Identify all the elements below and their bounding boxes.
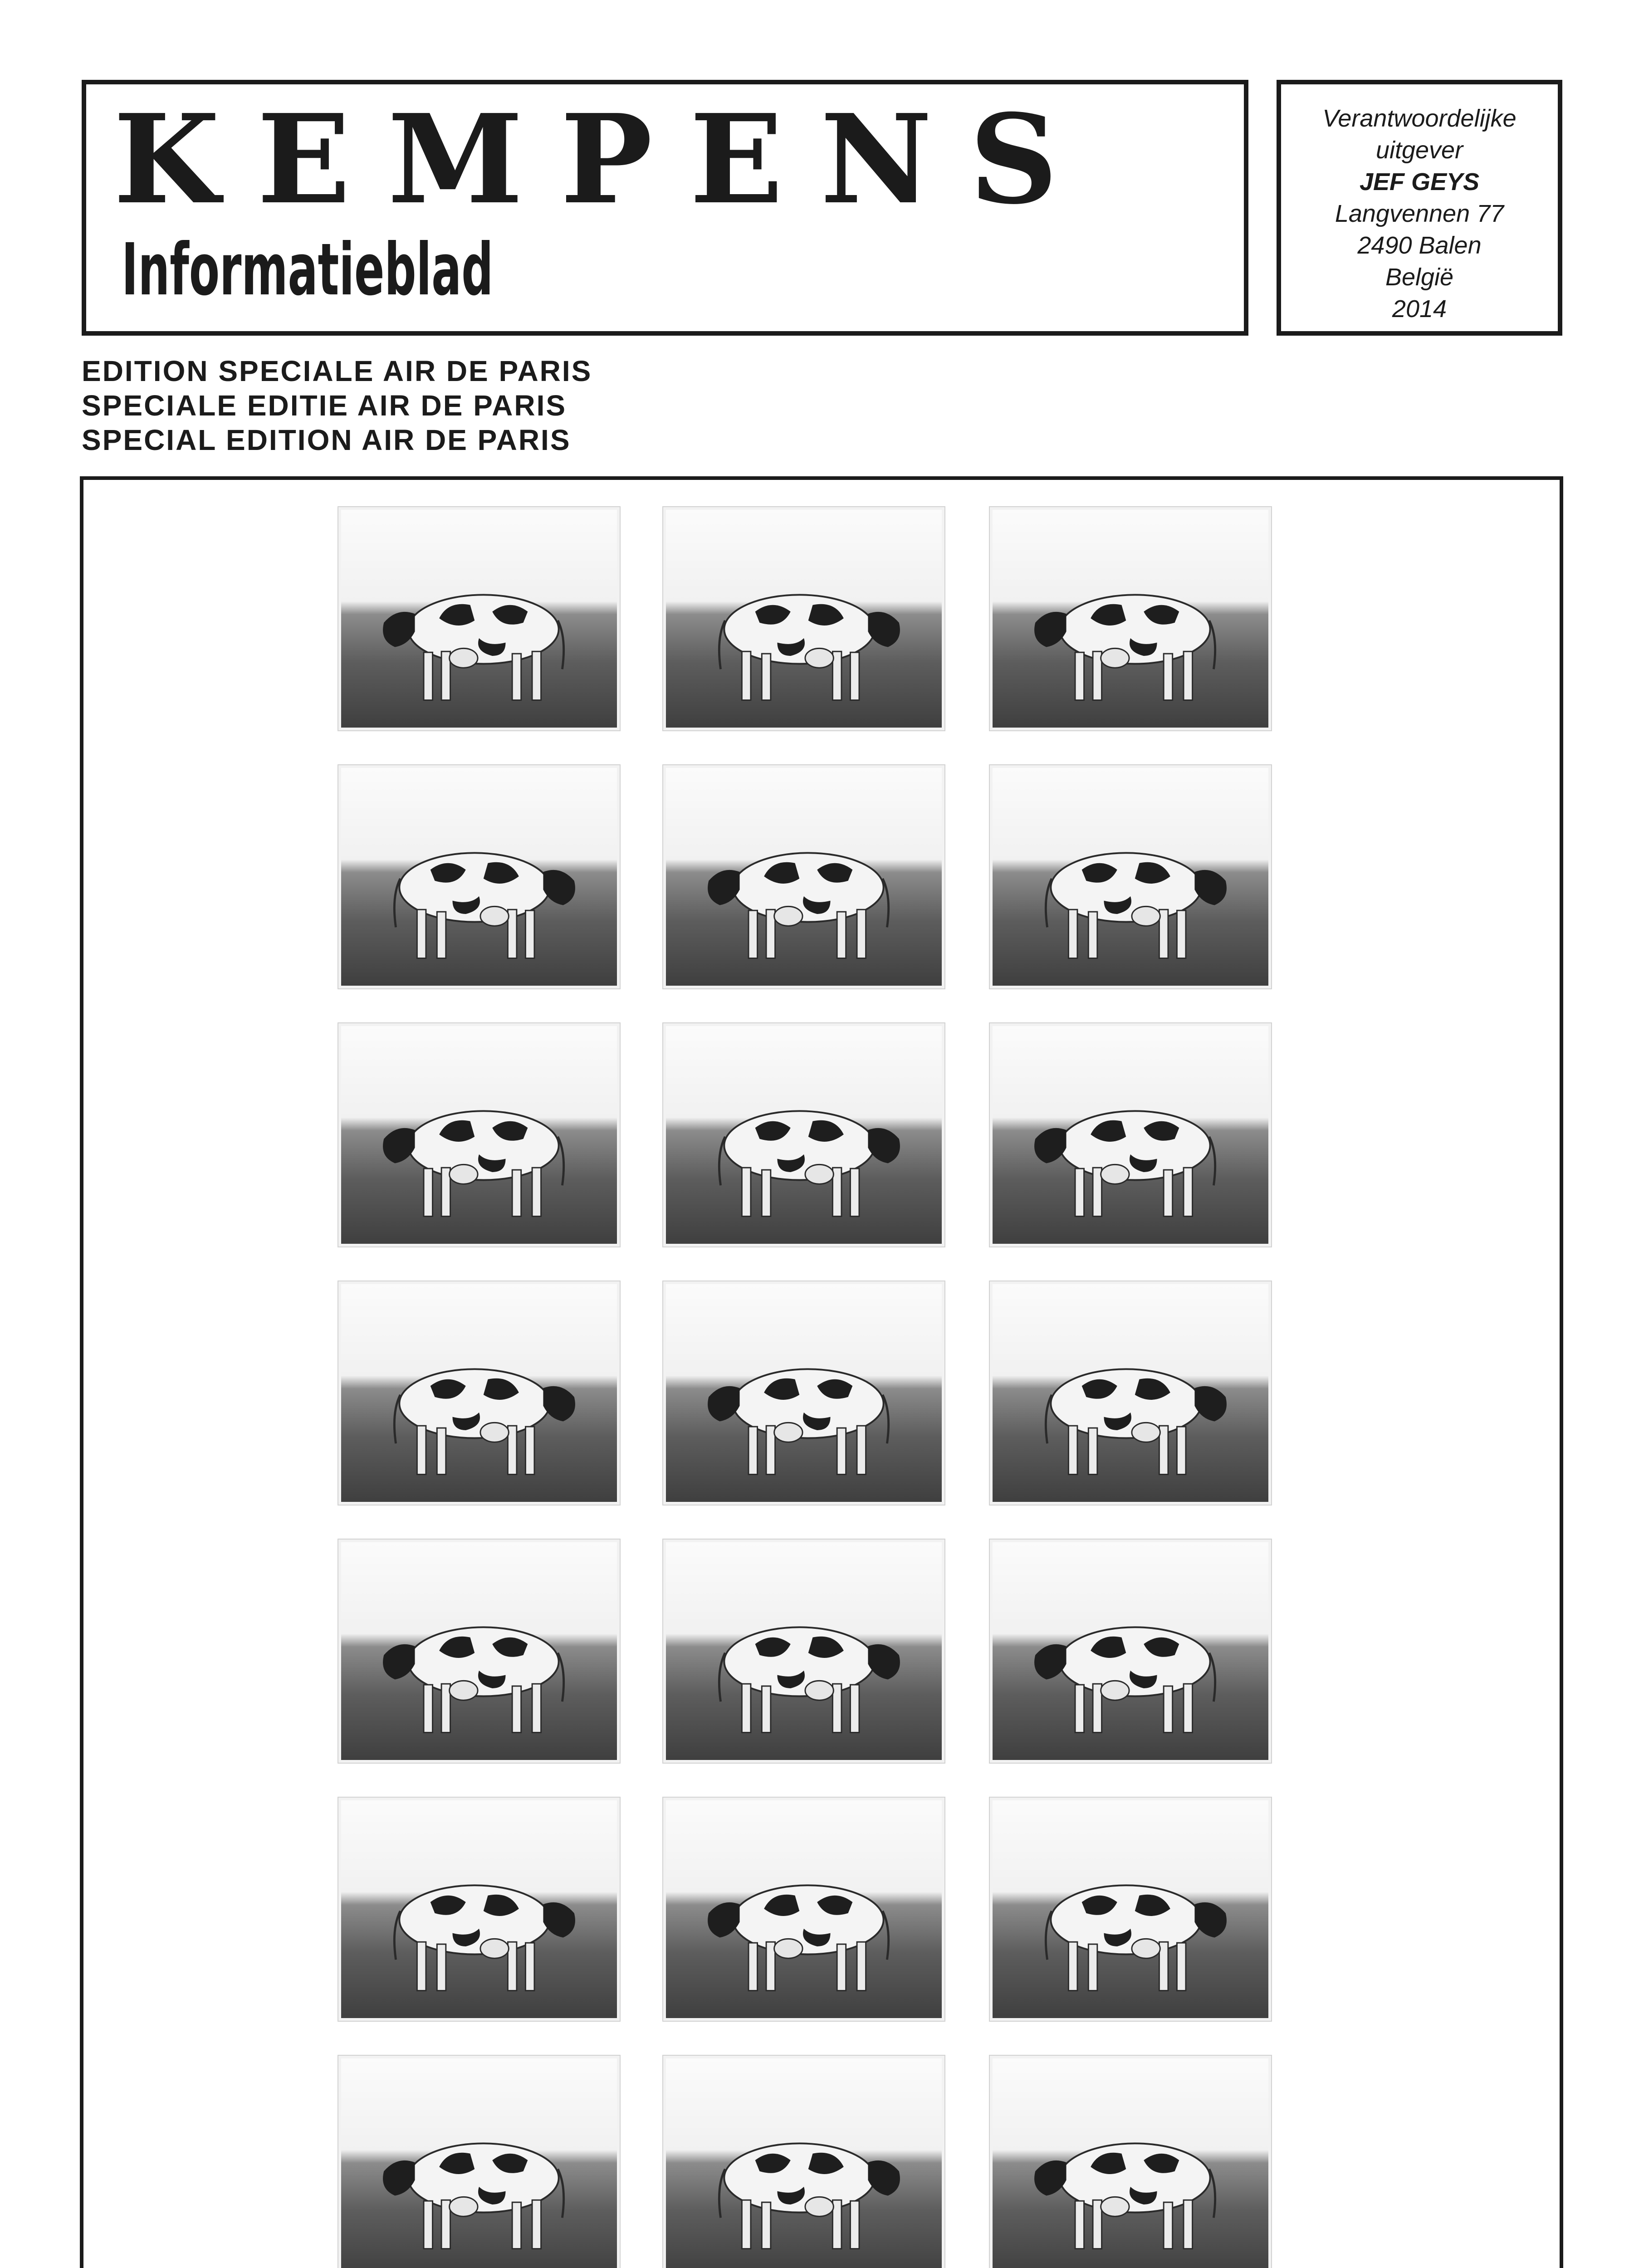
publisher-role-line-2: uitgever	[1375, 137, 1463, 164]
cow-photo	[338, 1281, 620, 1505]
publisher-street: Langvennen 77	[1335, 200, 1504, 227]
cow-photo	[663, 1798, 944, 2021]
cow-photo	[663, 765, 944, 988]
cow-photo	[990, 1540, 1271, 1763]
cow-photo	[338, 507, 620, 730]
cow-photo	[990, 765, 1271, 988]
edition-dutch: SPECIALE EDITIE AIR DE PARIS	[82, 389, 567, 422]
cow-photo	[990, 1023, 1271, 1246]
cow-photo	[338, 765, 620, 988]
cow-photo	[990, 1798, 1271, 2021]
publisher-name: JEF GEYS	[1359, 168, 1480, 196]
masthead-subtitle: Informatieblad	[122, 228, 494, 312]
cow-photo	[338, 2056, 620, 2268]
publisher-country: België	[1385, 264, 1454, 291]
cow-photo	[990, 507, 1271, 730]
masthead-title: KEMPENS	[113, 87, 1095, 231]
cow-photo	[663, 1281, 944, 1505]
cow-photo	[338, 1798, 620, 2021]
publisher-role-line-1: Verantwoordelijke	[1322, 105, 1517, 132]
cow-photo	[990, 1281, 1271, 1505]
cow-photo	[338, 1540, 620, 1763]
publisher-box	[1277, 80, 1562, 336]
publisher-year: 2014	[1392, 295, 1447, 323]
edition-headings	[82, 354, 592, 457]
cow-photo	[663, 2056, 944, 2268]
cow-photo-grid	[80, 476, 1563, 2268]
edition-french: EDITION SPECIALE AIR DE PARIS	[82, 355, 592, 387]
publisher-city: 2490 Balen	[1357, 232, 1482, 259]
cow-photo	[338, 1023, 620, 1246]
cow-photo	[990, 2056, 1271, 2268]
cow-photo	[663, 1540, 944, 1763]
cow-photo	[663, 507, 944, 730]
masthead	[82, 80, 1248, 336]
cow-photo	[663, 1023, 944, 1246]
edition-english: SPECIAL EDITION AIR DE PARIS	[82, 424, 571, 456]
